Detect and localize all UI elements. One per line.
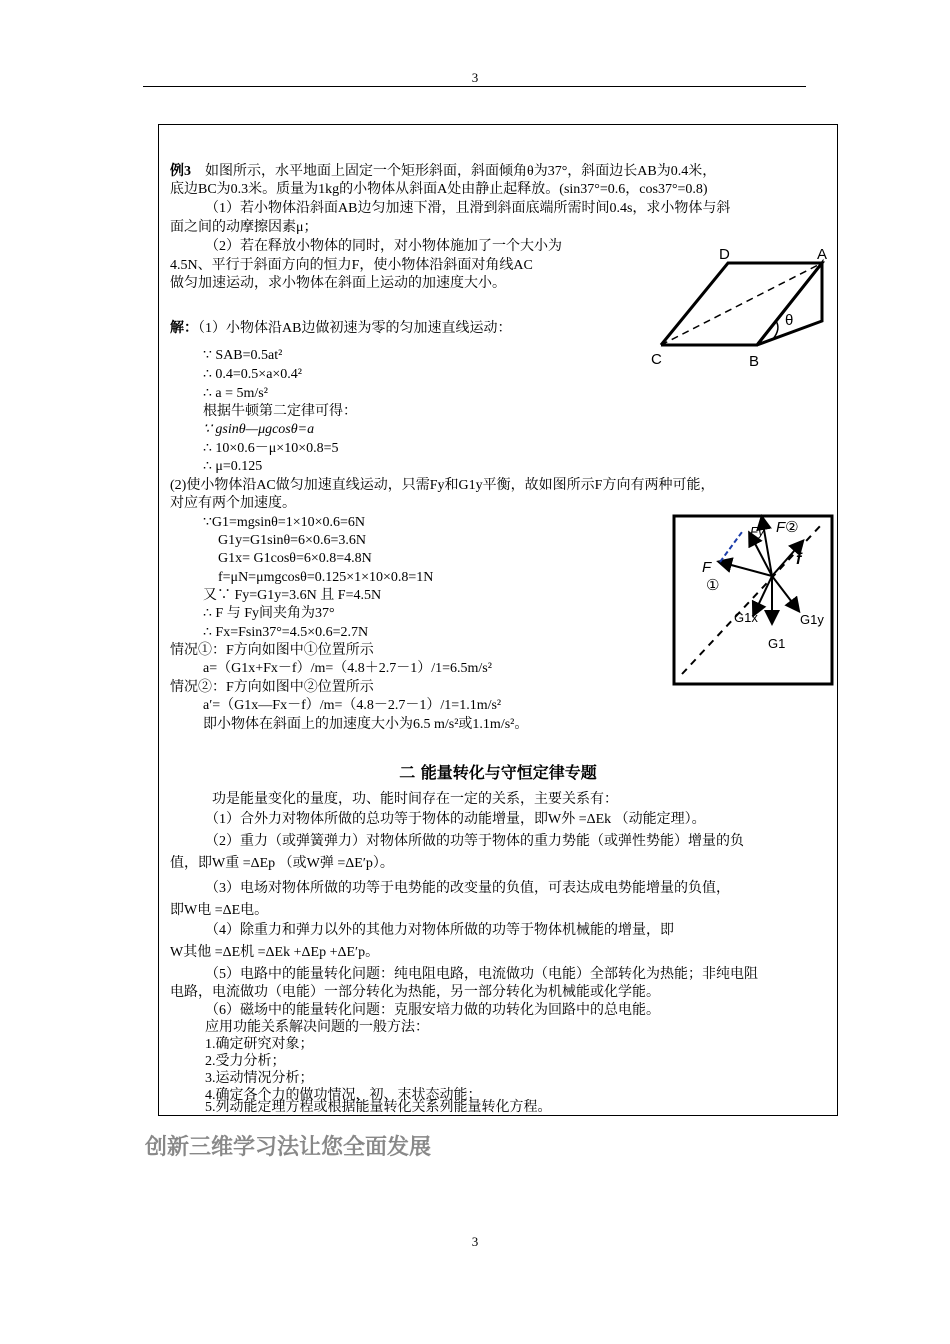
solution-line-5: 根据牛顿第二定律可得： xyxy=(203,404,357,419)
incline-side-face xyxy=(757,263,822,345)
solution-line-2: ∵ SAB=0.5at² xyxy=(203,348,283,363)
solution-line-8: ∴ μ=0.125 xyxy=(203,459,263,474)
solution-line-21: a′=（G1x—Fx－f）/m=（4.8－2.7－1）/1=1.1m/s² xyxy=(203,698,502,713)
footer-slogan: 创新三维学习法让您全面发展 xyxy=(145,1135,432,1160)
incline-figure xyxy=(645,245,835,375)
page-number-top: 3 xyxy=(471,70,479,85)
section-para-5a: （5）电路中的能量转化问题：纯电阻电路，电流做功（电能）全部转化为热能；非纯电阻 xyxy=(205,967,758,982)
solution-line-4: ∴ a = 5m/s² xyxy=(203,386,268,401)
g1y-arrow xyxy=(772,576,798,610)
label-g1y: G1y xyxy=(800,612,824,627)
solution-line-10: 对应有两个加速度。 xyxy=(170,496,296,511)
method-step: 5.列动能定理方程或根据能量转化关系列能量转化方程。 xyxy=(205,1100,552,1115)
question-2-line-a: （2）若在释放小物体的同时，对小物体施加了一个大小为 xyxy=(205,239,562,254)
solution-line-6: ∵ gsinθ—μgcosθ=a xyxy=(203,422,315,437)
force-diagram xyxy=(672,514,834,686)
label-g1: G1 xyxy=(768,636,786,651)
solution-line-14: f=μN=μmgcosθ=0.125×1×10×0.8=1N xyxy=(218,570,434,585)
header-rule xyxy=(143,86,806,87)
method-step: 2.受力分析； xyxy=(205,1054,286,1069)
section-para-5b: 电路，电流做功（电能）一部分转化为热能，另一部分转化为机械能或化学能。 xyxy=(170,985,660,1000)
question-2-line-c: 做匀加速运动，求小物体在斜面上运动的加速度大小。 xyxy=(170,276,506,291)
label-g1x: G1x xyxy=(734,610,758,625)
label-d: D xyxy=(719,246,730,263)
solution-line-12: G1y=G1sinθ=6×0.6=3.6N xyxy=(218,533,366,548)
section-para-1: （1）合外力对物体所做的总功等于物体的动能增量，即W外 =ΔEk （动能定理）。 xyxy=(205,812,706,827)
solution-line-19: a=（G1x+Fx－f）/m=（4.8＋2.7－1）/1=6.5m/s² xyxy=(203,661,492,676)
label-f2: F② xyxy=(776,519,799,536)
solution-line-15: 又∵ Fy=G1y=3.6N 且 F=4.5N xyxy=(203,588,382,603)
section-para-3b: 即W电 =ΔE电。 xyxy=(170,903,269,918)
solution-label: 解： xyxy=(170,321,198,336)
question-1-line-b: 面之间的动摩擦因素μ； xyxy=(170,220,318,235)
section-para-2a: （2）重力（或弹簧弹力）对物体所做的功等于物体的重力势能（或弹性势能）增量的负 xyxy=(205,834,744,849)
method-step: 4.确定各个力的做功情况，初、末状态动能； xyxy=(205,1088,482,1103)
section-para-4b: W其他 =ΔE机 =ΔEk +ΔEp +ΔE′p。 xyxy=(170,945,380,960)
section-title: 二 能量转化与守恒定律专题 xyxy=(399,763,597,782)
diagonal-ac xyxy=(661,263,822,345)
method-step: 1.确定研究对象； xyxy=(205,1037,314,1052)
example-line-1: 例3 如图所示，水平地面上固定一个矩形斜面，斜面倾角θ为37°，斜面边长AB为0.4米， xyxy=(170,164,717,179)
solution-line-22: 即小物体在斜面上的加速度大小为6.5 m/s²或1.1m/s²。 xyxy=(203,717,529,732)
page-number-bottom: 3 xyxy=(471,1234,479,1249)
label-c: C xyxy=(651,351,662,368)
label-fy: Fy xyxy=(750,524,765,539)
force-decomposition-line xyxy=(720,532,742,562)
solution-line-3: ∴ 0.4=0.5×a×0.4² xyxy=(203,367,303,382)
method-step: 3.运动情况分析； xyxy=(205,1071,314,1086)
slope-line xyxy=(682,524,822,674)
label-theta: θ xyxy=(785,312,794,329)
force-f1-arrow xyxy=(720,562,772,576)
section-para-3a: （3）电场对物体所做的功等于电势能的改变量的负值，可表达成电势能增量的负值， xyxy=(205,881,730,896)
section-para-7: 应用功能关系解决问题的一般方法： xyxy=(205,1020,429,1035)
label-a: A xyxy=(817,246,828,263)
label-f: f xyxy=(796,551,802,568)
solution-line-20: 情况②：F方向如图中②位置所示 xyxy=(170,680,374,695)
section-para-4a: （4）除重力和弹力以外的其他力对物体所做的功等于物体机械能的增量，即 xyxy=(205,923,674,938)
example-label: 例3 xyxy=(170,164,191,179)
question-1-line-a: （1）若小物体沿斜面AB边匀加速下滑，且滑到斜面底端所需时间0.4s，求小物体与斜 xyxy=(205,201,731,216)
example-line-2: 底边BC为0.3米。质量为1kg的小物体从斜面A处由静止起释放。(sin37°=0.6，cos37°=0.8) xyxy=(170,182,708,197)
section-para-6: （6）磁场中的能量转化问题：克服安培力做的功转化为回路中的总电能。 xyxy=(205,1003,660,1018)
solution-line-1: 解：（1）小物体沿AB边做初速为零的匀加速直线运动： xyxy=(170,321,512,336)
label-f1: F xyxy=(702,559,712,576)
section-para-2b: 值，即W重 =ΔEp （或W弹 =ΔE′p）。 xyxy=(170,856,394,871)
solution-line-11: ∵G1=mgsinθ=1×10×0.6=6N xyxy=(203,515,366,530)
label-circ1: ① xyxy=(706,577,720,594)
solution-line-13: G1x= G1cosθ=6×0.8=4.8N xyxy=(218,551,372,566)
section-para-0: 功是能量变化的量度，功、能时间存在一定的关系，主要关系有： xyxy=(212,792,618,807)
solution-line-7: ∴ 10×0.6－μ×10×0.8=5 xyxy=(203,441,339,456)
solution-line-9: (2)使小物体沿AC做匀加速直线运动，只需Fy和G1y平衡，故如图所示F方向有两种可能， xyxy=(170,478,715,493)
label-b: B xyxy=(749,353,760,370)
solution-line-16: ∴ F 与 Fy间夹角为37° xyxy=(203,606,335,621)
solution-line-17: ∴ Fx=Fsin37°=4.5×0.6=2.7N xyxy=(203,625,369,640)
solution-line-18: 情况①：F方向如图中①位置所示 xyxy=(170,643,374,658)
question-2-line-b: 4.5N、平行于斜面方向的恒力F，使小物体沿斜面对角线AC xyxy=(170,258,533,273)
